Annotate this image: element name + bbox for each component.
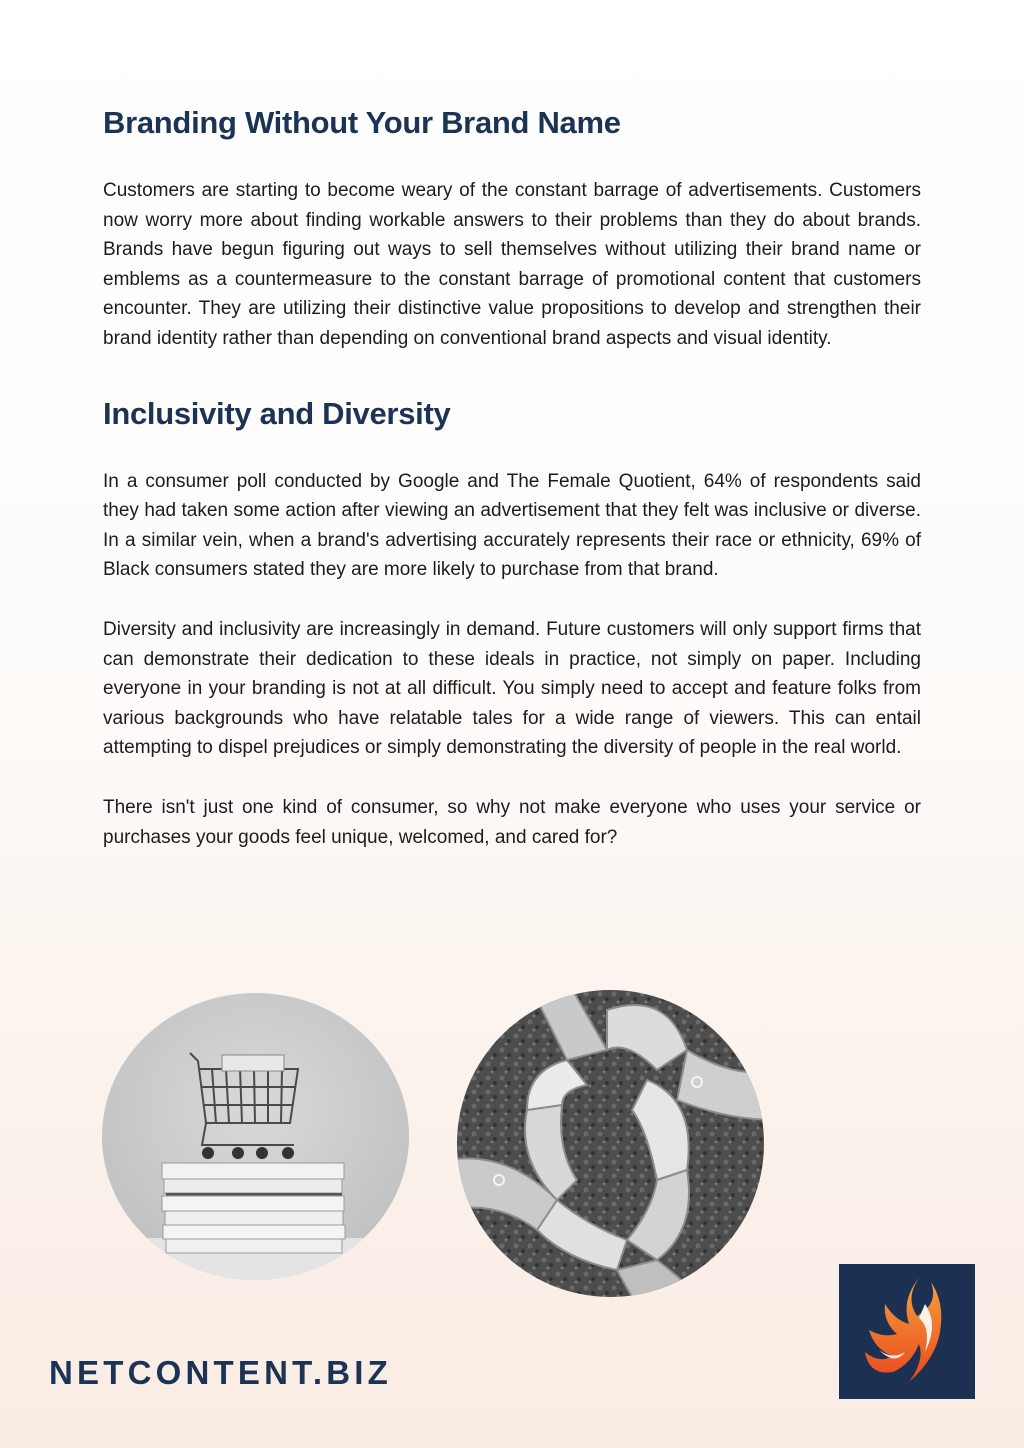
paragraph-inclusivity-2: Diversity and inclusivity are increasingly in demand. Future customers will only support firms that can demonstrate their dedication to these ideals in practice, not simply on paper. Including everyone in your branding is not at all difficult. You simply need to accept and feature folks from various backgrounds who have relatable tales for a wide range of viewers. This can entail attempting to dispel prejudices or simply demonstrating the diversity of people in the real world. bbox=[103, 618, 921, 759]
shopping-cart-icon bbox=[102, 993, 409, 1280]
fox-flame-logo-icon bbox=[839, 1264, 975, 1399]
joined-hands-photo bbox=[457, 990, 764, 1297]
site-url: NETCONTENT.BIZ bbox=[49, 1354, 392, 1391]
paragraph-inclusivity-1: In a consumer poll conducted by Google and The Female Quotient, 64% of respondents said they had taken some action after viewing an advertisement that they felt was inclusive or diverse. In a similar vein, when a brand's advertising accurately represents their race or ethnicity, 69% of Black consumers stated they are more likely to purchase from that brand. bbox=[103, 470, 921, 581]
section-heading-branding: Branding Without Your Brand Name bbox=[103, 105, 621, 140]
shopping-cart-photo bbox=[102, 993, 409, 1280]
paragraph-inclusivity-3: There isn't just one kind of consumer, so why not make everyone who uses your service or purchases your goods feel unique, welcomed, and cared for? bbox=[103, 796, 921, 848]
article-content bbox=[103, 104, 921, 852]
section-heading-inclusivity: Inclusivity and Diversity bbox=[103, 395, 451, 431]
brand-logo bbox=[839, 1264, 975, 1399]
paragraph-branding-1: Customers are starting to become weary of the constant barrage of advertisements. Customers now worry more about finding workable answers to their problems than they do about brands. Brands have begun figuring out ways to sell themselves without utilizing their brand name or emblems as a countermeasure to the constant barrage of promotional content that customers encounter. They are utilizing their distinctive value propositions to develop and strengthen their brand identity rather than depending on conventional brand aspects and visual identity. bbox=[103, 180, 921, 349]
joined-hands-icon bbox=[457, 990, 764, 1297]
